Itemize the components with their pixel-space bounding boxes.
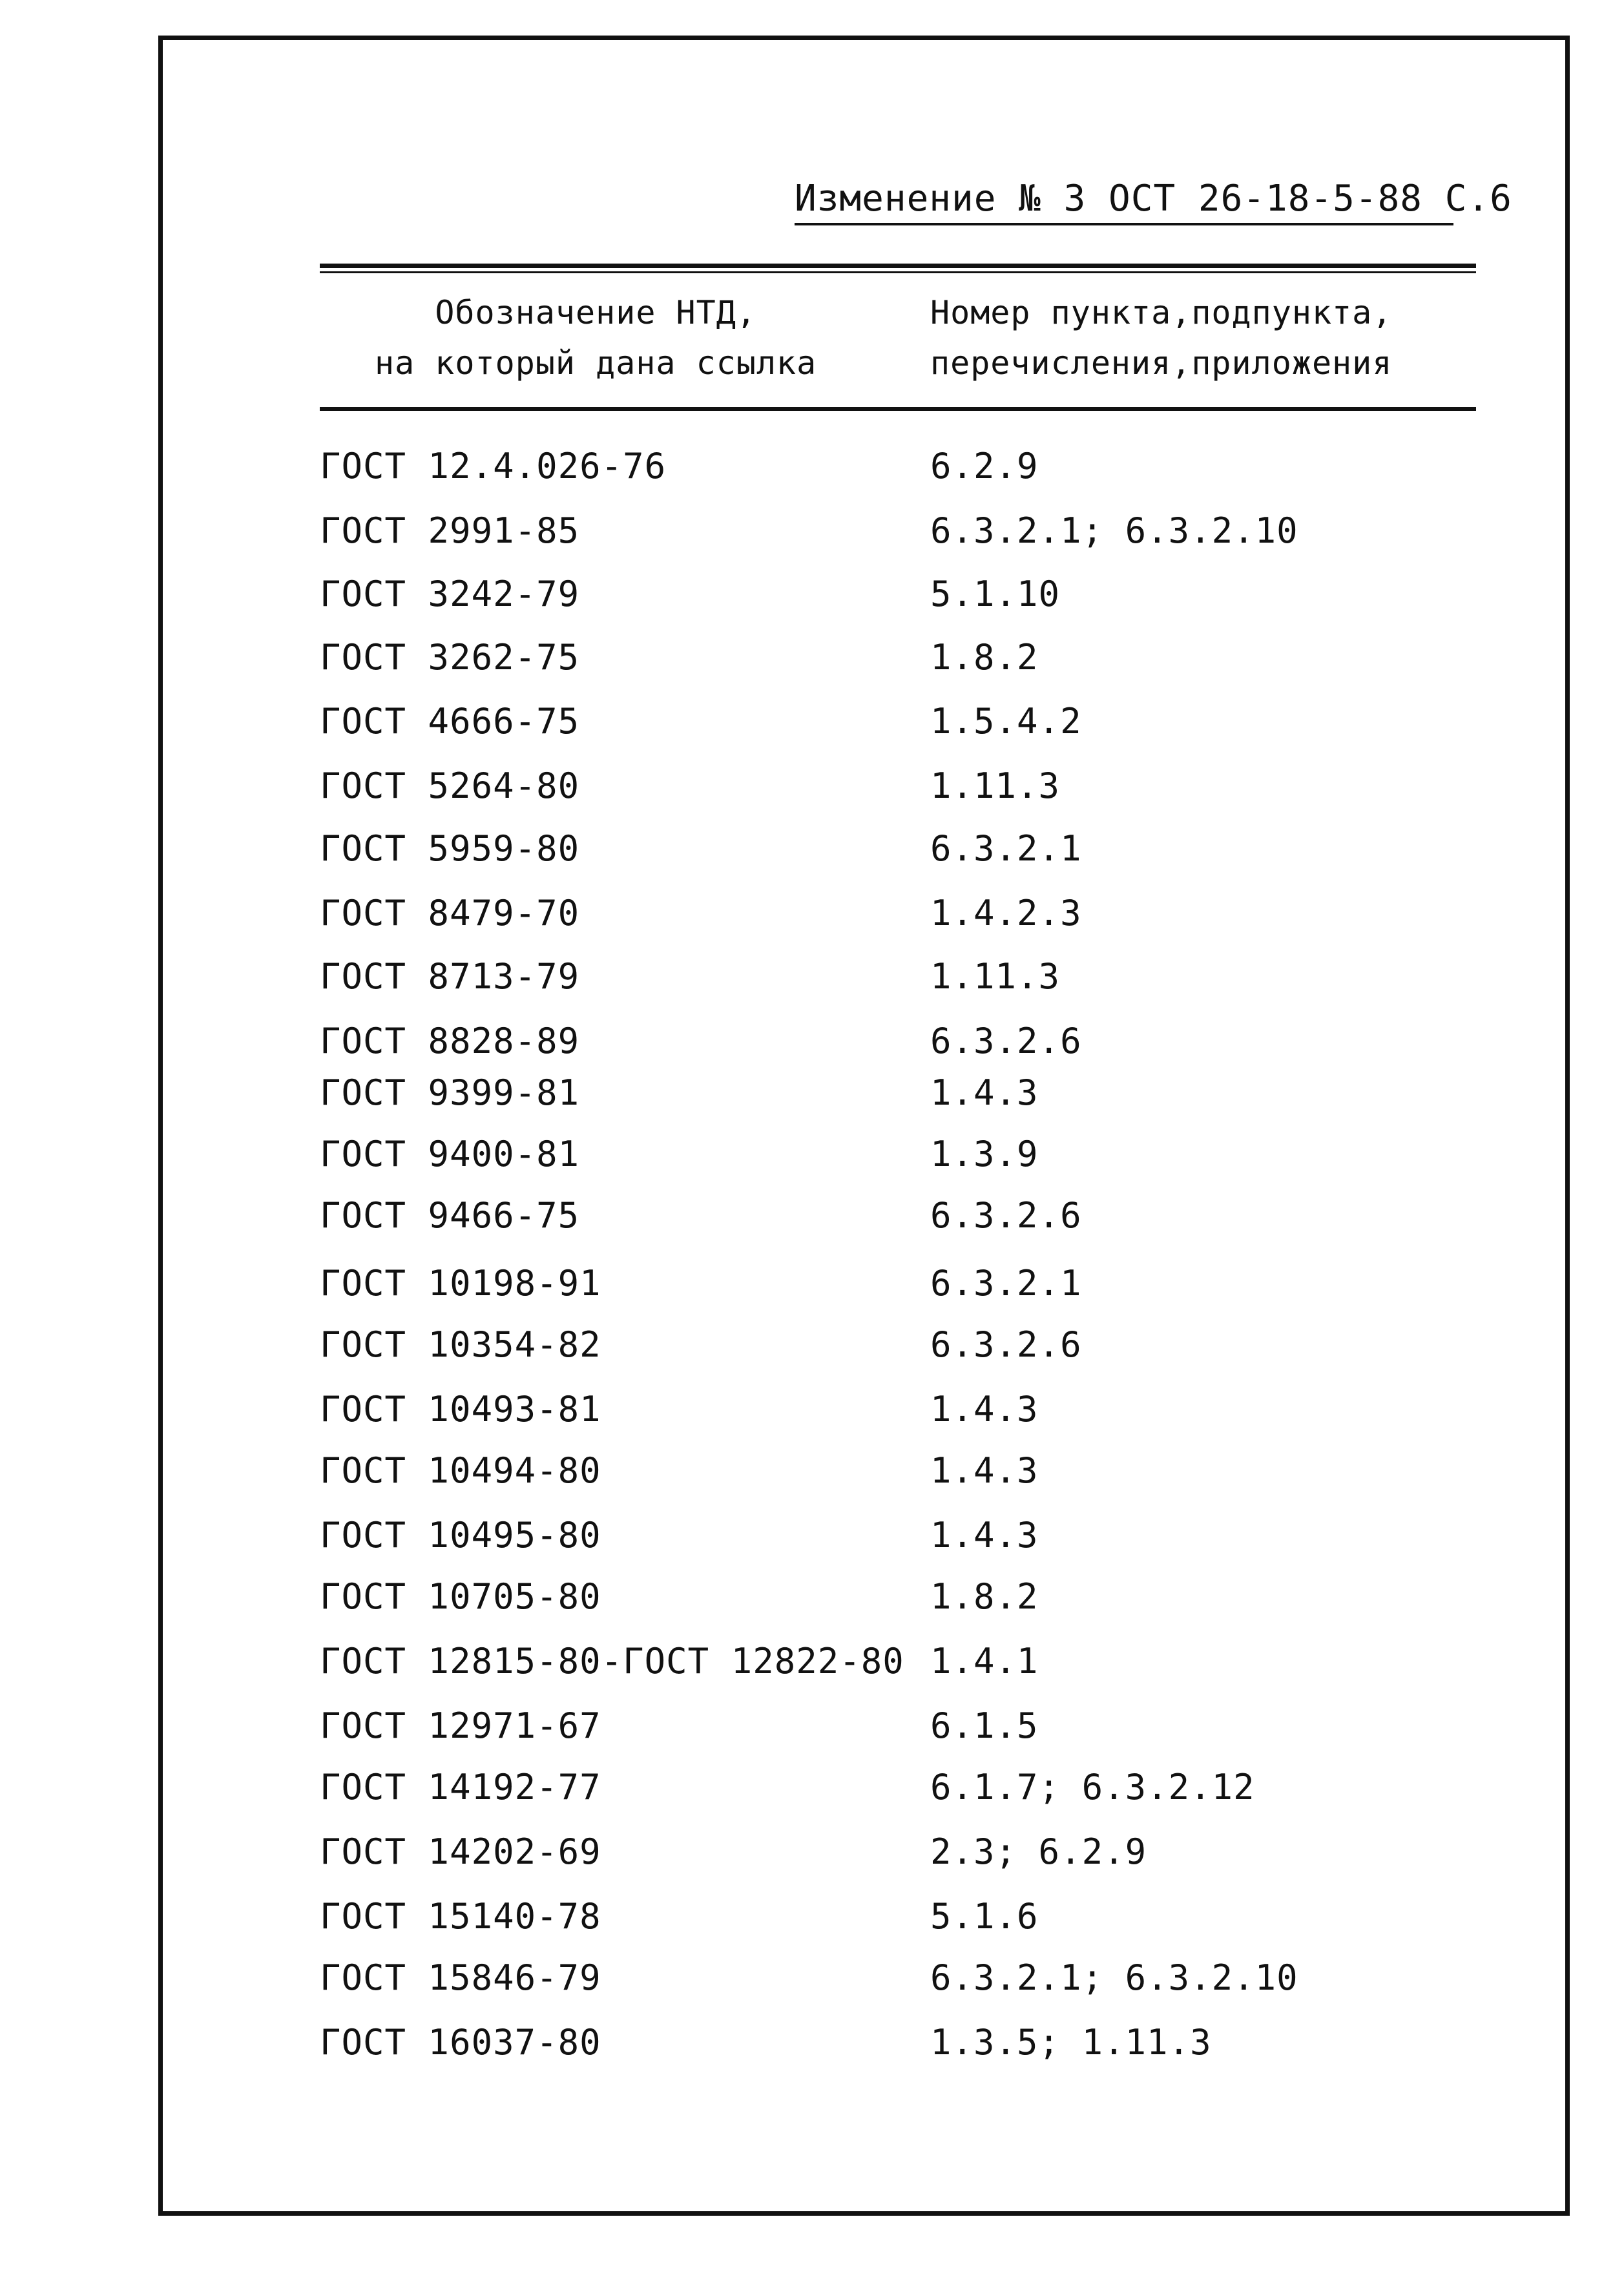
cell-reference: 1.4.3 <box>930 1072 1039 1113</box>
cell-reference: 6.3.2.6 <box>930 1195 1082 1236</box>
cell-document: ГОСТ 12.4.026-76 <box>320 446 667 486</box>
cell-reference: 1.4.3 <box>930 1515 1039 1556</box>
header-underline <box>795 223 1453 225</box>
table-row <box>320 1324 1483 1376</box>
cell-document: ГОСТ 15140-78 <box>320 1896 601 1937</box>
cell-reference: 1.3.9 <box>930 1134 1039 1174</box>
table-top-rule <box>320 264 1476 268</box>
cell-reference: 1.11.3 <box>930 956 1061 997</box>
table-row <box>320 765 1483 817</box>
table-top-rule-thin <box>320 271 1476 273</box>
cell-document: ГОСТ 8479-70 <box>320 893 580 933</box>
table-row <box>320 1134 1483 1185</box>
table-row <box>320 510 1483 562</box>
cell-reference: 1.8.2 <box>930 637 1039 678</box>
table-row <box>320 1515 1483 1567</box>
cell-document: ГОСТ 10494-80 <box>320 1450 601 1491</box>
cell-document: ГОСТ 9399-81 <box>320 1072 580 1113</box>
table-row <box>320 1957 1483 2009</box>
table-row <box>320 1576 1483 1628</box>
cell-reference: 6.3.2.1 <box>930 828 1082 869</box>
cell-document: ГОСТ 9400-81 <box>320 1134 580 1174</box>
table-row <box>320 574 1483 625</box>
cell-reference: 1.8.2 <box>930 1576 1039 1617</box>
cell-reference: 2.3; 6.2.9 <box>930 1831 1147 1872</box>
cell-reference: 1.4.3 <box>930 1389 1039 1430</box>
cell-document: ГОСТ 15846-79 <box>320 1957 601 1998</box>
table-row <box>320 828 1483 880</box>
table-row <box>320 1767 1483 1818</box>
table-row <box>320 1831 1483 1883</box>
cell-document: ГОСТ 5264-80 <box>320 765 580 806</box>
table-row <box>320 446 1483 497</box>
cell-document: ГОСТ 9466-75 <box>320 1195 580 1236</box>
cell-reference: 5.1.10 <box>930 574 1061 614</box>
cell-reference: 1.4.1 <box>930 1641 1039 1682</box>
cell-reference: 6.2.9 <box>930 446 1039 486</box>
cell-reference: 1.4.3 <box>930 1450 1039 1491</box>
table-row <box>320 701 1483 753</box>
cell-reference: 1.5.4.2 <box>930 701 1082 742</box>
page-header: Изменение № 3 ОСТ 26-18-5-88 С.6 <box>795 178 1512 220</box>
cell-reference: 6.3.2.1 <box>930 1263 1082 1304</box>
table-row <box>320 637 1483 689</box>
column-header-reference: Номер пункта,подпункта, перечисления,приложения <box>930 294 1393 382</box>
cell-reference: 1.4.2.3 <box>930 893 1082 933</box>
table-row <box>320 2022 1483 2074</box>
table-row <box>320 1389 1483 1441</box>
cell-reference: 6.3.2.1; 6.3.2.10 <box>930 510 1298 551</box>
table-row <box>320 1021 1483 1072</box>
cell-reference: 6.3.2.6 <box>930 1324 1082 1365</box>
table-row <box>320 1072 1483 1124</box>
cell-document: ГОСТ 12971-67 <box>320 1705 601 1746</box>
column-header-document: Обозначение НТД, на который дана ссылка <box>375 294 817 382</box>
cell-document: ГОСТ 5959-80 <box>320 828 580 869</box>
table-row <box>320 1641 1483 1692</box>
cell-document: ГОСТ 14192-77 <box>320 1767 601 1807</box>
cell-document: ГОСТ 10495-80 <box>320 1515 601 1556</box>
cell-document: ГОСТ 3262-75 <box>320 637 580 678</box>
table-row <box>320 956 1483 1008</box>
cell-reference: 1.3.5; 1.11.3 <box>930 2022 1212 2063</box>
cell-reference: 6.3.2.6 <box>930 1021 1082 1061</box>
cell-document: ГОСТ 12815-80-ГОСТ 12822-80 <box>320 1641 904 1682</box>
cell-reference: 6.1.5 <box>930 1705 1039 1746</box>
table-header-rule <box>320 407 1476 411</box>
cell-document: ГОСТ 14202-69 <box>320 1831 601 1872</box>
cell-document: ГОСТ 16037-80 <box>320 2022 601 2063</box>
cell-reference: 6.1.7; 6.3.2.12 <box>930 1767 1255 1807</box>
table-row <box>320 1450 1483 1502</box>
table-row <box>320 1705 1483 1757</box>
cell-document: ГОСТ 2991-85 <box>320 510 580 551</box>
cell-document: ГОСТ 10493-81 <box>320 1389 601 1430</box>
cell-reference: 6.3.2.1; 6.3.2.10 <box>930 1957 1298 1998</box>
cell-reference: 5.1.6 <box>930 1896 1039 1937</box>
table-row <box>320 893 1483 944</box>
table-row <box>320 1896 1483 1948</box>
cell-document: ГОСТ 8713-79 <box>320 956 580 997</box>
cell-document: ГОСТ 10705-80 <box>320 1576 601 1617</box>
cell-document: ГОСТ 10198-91 <box>320 1263 601 1304</box>
cell-reference: 1.11.3 <box>930 765 1061 806</box>
cell-document: ГОСТ 4666-75 <box>320 701 580 742</box>
table-row <box>320 1195 1483 1247</box>
cell-document: ГОСТ 8828-89 <box>320 1021 580 1061</box>
cell-document: ГОСТ 10354-82 <box>320 1324 601 1365</box>
cell-document: ГОСТ 3242-79 <box>320 574 580 614</box>
table-row <box>320 1263 1483 1315</box>
